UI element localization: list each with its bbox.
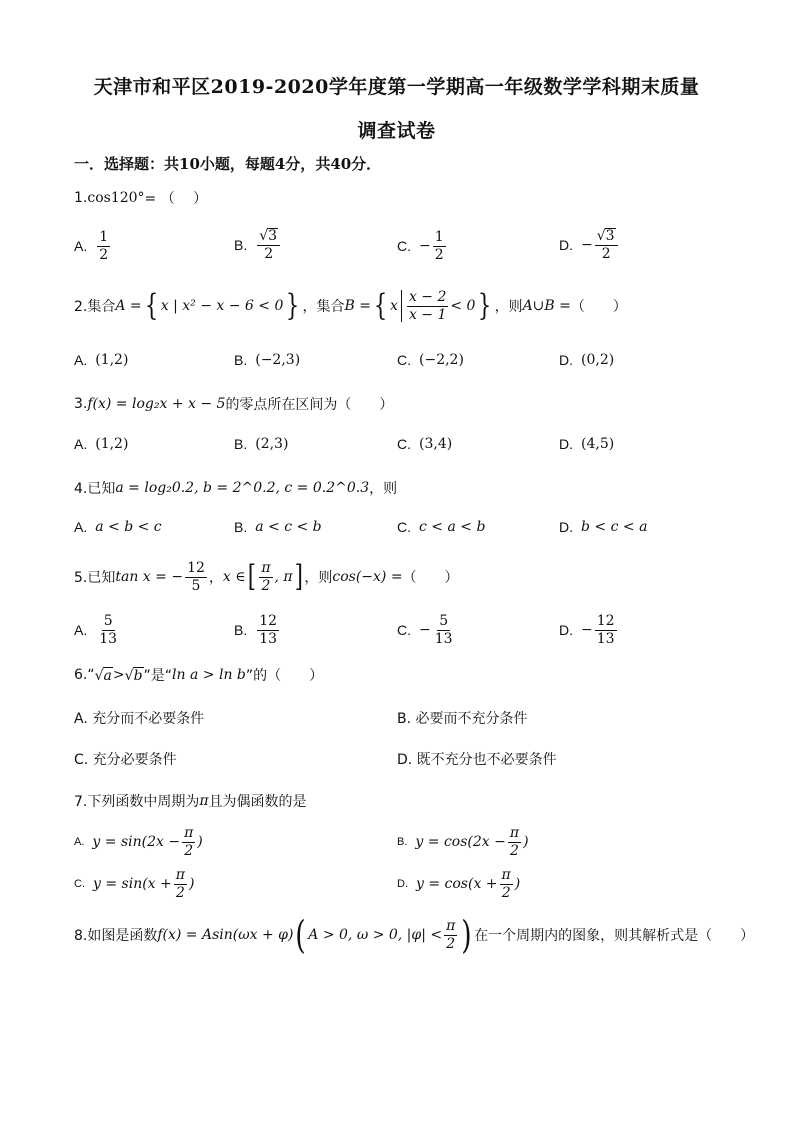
fraction: $\frac{\pi}{2}$ [175, 867, 185, 901]
fraction: $\frac{\pi}{2}$ [261, 560, 271, 594]
question-5-option-a[interactable]: A. $\frac{5}{13}$ [74, 613, 118, 647]
fraction: $\frac{\pi}{2}$ [184, 825, 194, 859]
fraction: $\frac{\pi}{2}$ [446, 917, 456, 952]
question-1-option-c[interactable]: C. − $\frac{1}{2}$ [397, 229, 444, 263]
fraction: $\frac{1}{2}$ [434, 229, 444, 263]
question-2-stem: 2.集合 A = { x | x² − x − 6 < 0 } ，集合 B = { x $\frac{x - 2}{x - 1}$ < 0 } ，则 A∪B = （ ） [74, 288, 627, 324]
question-2-option-a[interactable]: A. (1,2) [74, 352, 129, 368]
question-3-option-c[interactable]: C. (3,4) [397, 436, 453, 452]
question-7-option-b[interactable]: B. y = cos(2x − $\frac{\pi}{2}$ ) [397, 825, 529, 859]
question-5-option-c[interactable]: C. − $\frac{5}{13}$ [397, 613, 453, 647]
question-1-option-b[interactable]: B. √ 3 2 [234, 228, 282, 261]
question-6-option-d[interactable]: D. 既不充分也不必要条件 [397, 752, 557, 768]
fraction: $\frac{5}{13}$ [434, 613, 453, 647]
fraction: $\frac{12}{5}$ [187, 560, 205, 594]
fraction: $\frac{\pi}{2}$ [509, 825, 520, 859]
question-2-option-c[interactable]: C. (−2,2) [397, 352, 464, 368]
fraction: √ 3 2 [257, 228, 280, 261]
question-1-option-d[interactable]: D. − √ 3 2 [559, 228, 620, 261]
question-4-option-d[interactable]: D. b < c < a [559, 519, 648, 535]
question-3-option-b[interactable]: B. (2,3) [234, 436, 289, 452]
fraction: $\frac{12}{13}$ [596, 613, 615, 647]
question-7-option-d[interactable]: D. y = cos(x + $\frac{\pi}{2}$ ) [397, 867, 521, 901]
question-6-option-b[interactable]: B. 必要而不充分条件 [397, 711, 528, 727]
question-3-stem: 3. f(x) = log₂x + x − 5 的零点所在区间为（ ） [74, 396, 394, 413]
fraction: $\frac{5}{13}$ [99, 613, 118, 647]
fraction: $\frac{\pi}{2}$ [501, 867, 511, 901]
fraction: $\frac{x - 2}{x - 1}$ [408, 289, 447, 323]
question-2-option-d[interactable]: D. (0,2) [559, 352, 615, 368]
question-6-option-c[interactable]: C. 充分必要条件 [74, 752, 177, 768]
question-3-option-a[interactable]: A. (1,2) [74, 436, 129, 452]
question-4-option-b[interactable]: B. a < c < b [234, 519, 322, 535]
question-4-option-c[interactable]: C. c < a < b [397, 519, 486, 535]
question-5-option-b[interactable]: B. $\frac{12}{13}$ [234, 613, 278, 647]
question-2-option-b[interactable]: B. (−2,3) [234, 352, 301, 368]
section-heading: 一．选择题：共10小题，每题4分，共40分． [74, 155, 382, 173]
question-6-stem: 6.“ √ a > √ b ”是“ ln a > ln b ”的（ ） [74, 667, 324, 684]
question-7-option-a[interactable]: A. y = sin(2x − $\frac{\pi}{2}$ ) [74, 825, 203, 859]
question-7-option-c[interactable]: C. y = sin(x + $\frac{\pi}{2}$ ) [74, 867, 195, 901]
question-4-stem: 4.已知 a = log₂0.2, b = 2^0.2, c = 0.2^0.3 ，则 [74, 480, 398, 497]
question-1-stem: 1. cos120° = （ ） [74, 190, 208, 207]
question-3-option-d[interactable]: D. (4,5) [559, 436, 615, 452]
fraction: √ 3 2 [595, 228, 618, 261]
exam-title-line1: 天津市和平区2019-2020学年度第一学期高一年级数学学科期末质量 [93, 76, 700, 98]
fraction: $\frac{12}{13}$ [259, 613, 278, 647]
question-5-stem: 5.已知 tan x = − $\frac{12}{5}$ ， x ∈ [ $\frac{\pi}{2}$ , π ] ，则 cos(−x) = （ ） [74, 559, 459, 595]
question-7-stem: 7.下列函数中周期为 π 且为偶函数的是 [74, 793, 307, 810]
question-8-stem: 8.如图是函数 f(x) = Asin(ωx + φ) ( A > 0, ω > 0, |φ| < $\frac{\pi}{2}$ ) 在一个周期内的图象，则其解析式是（ ） [74, 913, 755, 957]
question-6-option-a[interactable]: A. 充分而不必要条件 [74, 711, 205, 727]
fraction: $\frac{1}{2}$ [99, 229, 109, 263]
exam-title-line2: 调查试卷 [357, 120, 436, 142]
question-1-option-a[interactable]: A. $\frac{1}{2}$ [74, 229, 109, 263]
question-5-option-d[interactable]: D. − $\frac{12}{13}$ [559, 613, 615, 647]
question-4-option-a[interactable]: A. a < b < c [74, 519, 162, 535]
